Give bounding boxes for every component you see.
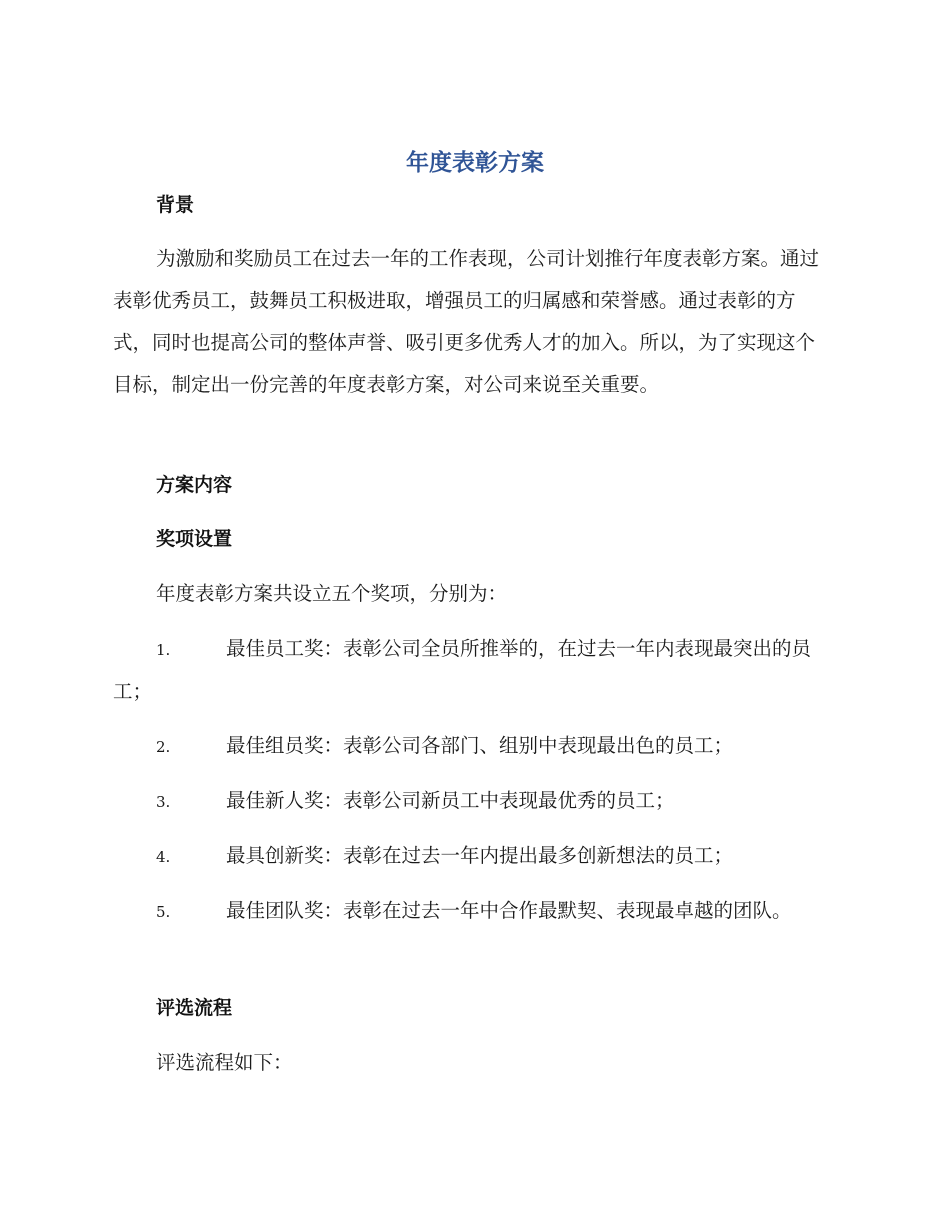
list-item-award-2 bbox=[113, 725, 833, 768]
list-item-award-4 bbox=[113, 835, 833, 878]
list-number: 5. bbox=[156, 903, 171, 921]
list-item-award-5 bbox=[113, 890, 833, 933]
list-item-award-3 bbox=[113, 780, 833, 823]
list-item-text: 最佳组员奖：表彰公司各部门、组别中表现最出色的员工； bbox=[226, 734, 734, 757]
list-item-text: 最具创新奖：表彰在过去一年内提出最多创新想法的员工； bbox=[226, 844, 734, 867]
heading-background: 背景 bbox=[156, 194, 195, 216]
list-item-award-1 bbox=[113, 628, 833, 713]
heading-awards: 奖项设置 bbox=[156, 528, 233, 550]
list-item-text: 最佳员工奖：表彰公司全员所推举的，在过去一年内表现最突出的员工； bbox=[113, 637, 812, 703]
list-number: 2. bbox=[156, 738, 171, 756]
paragraph-awards-intro: 年度表彰方案共设立五个奖项，分别为： bbox=[156, 582, 508, 605]
paragraph-background: 为激励和奖励员工在过去一年的工作表现，公司计划推行年度表彰方案。通过表彰优秀员工，鼓舞员工积极进取，增强员工的归属感和荣誉感。通过表彰的方式，同时也提高公司的整体声誉、吸引更多优秀人才的加入。所以，为了实现这个目标，制定出一份完善的年度表彰方案，对公司来说至关重要。 bbox=[113, 247, 820, 396]
list-number: 4. bbox=[156, 848, 171, 866]
heading-selection-process: 评选流程 bbox=[156, 997, 233, 1019]
list-item-text: 最佳团队奖：表彰在过去一年中合作最默契、表现最卓越的团队。 bbox=[226, 899, 792, 922]
list-item-text: 最佳新人奖：表彰公司新员工中表现最优秀的员工； bbox=[226, 789, 675, 812]
document-title: 年度表彰方案 bbox=[406, 150, 544, 176]
list-number: 3. bbox=[156, 793, 171, 811]
list-number: 1. bbox=[156, 641, 171, 659]
paragraph-selection-intro: 评选流程如下： bbox=[156, 1051, 293, 1074]
heading-plan-content: 方案内容 bbox=[156, 474, 233, 496]
